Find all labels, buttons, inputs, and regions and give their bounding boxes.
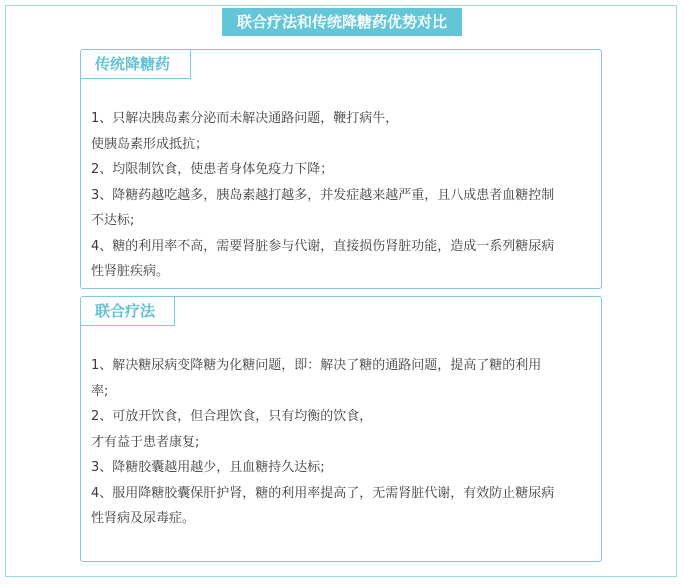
text-line: 2、均限制饮食，使患者身体免疫力下降； (91, 162, 334, 177)
text-line: 2、可放开饮食，但合理饮食，只有均衡的饮食， (91, 409, 373, 424)
page-title: 联合疗法和传统降糖药优势对比 (222, 8, 462, 36)
text-line: 1、只解决胰岛素分泌而未解决通路问题，鞭打病牛， (91, 111, 399, 126)
text-line: 3、降糖药越吃越多，胰岛素越打越多，并发症越来越严重，且八成患者血糖控制 (91, 187, 555, 203)
text-line: 1、解决糖尿病变降糖为化糖问题，即：解决了糖的通路问题，提高了糖的利用 (91, 358, 542, 373)
text-line: 才有益于患者康复; (91, 434, 200, 450)
text-line: 率; (91, 383, 109, 399)
section-heading-traditional: 传统降糖药 (81, 50, 191, 79)
text-line: 4、服用降糖胶囊保肝护肾，糖的利用率提高了，无需肾脏代谢，有效防止糖尿病 (91, 485, 555, 501)
text-line: 4、糖的利用率不高，需要肾脏参与代谢，直接损伤肾脏功能，造成一系列糖尿病 (91, 238, 555, 254)
text-line: 性肾病及尿毒症。 (91, 511, 196, 526)
traditional-drugs-list (91, 106, 591, 285)
traditional-drugs-panel (80, 49, 602, 289)
text-line: 性肾脏疾病。 (91, 264, 170, 279)
text-line: 3、降糖胶囊越用越少，且血糖持久达标; (91, 460, 325, 475)
text-line: 使胰岛素形成抵抗； (91, 136, 209, 152)
combination-therapy-list (91, 353, 591, 532)
combination-therapy-panel (80, 296, 602, 562)
section-heading-combination: 联合疗法 (81, 297, 175, 326)
text-line: 不达标; (91, 213, 135, 228)
